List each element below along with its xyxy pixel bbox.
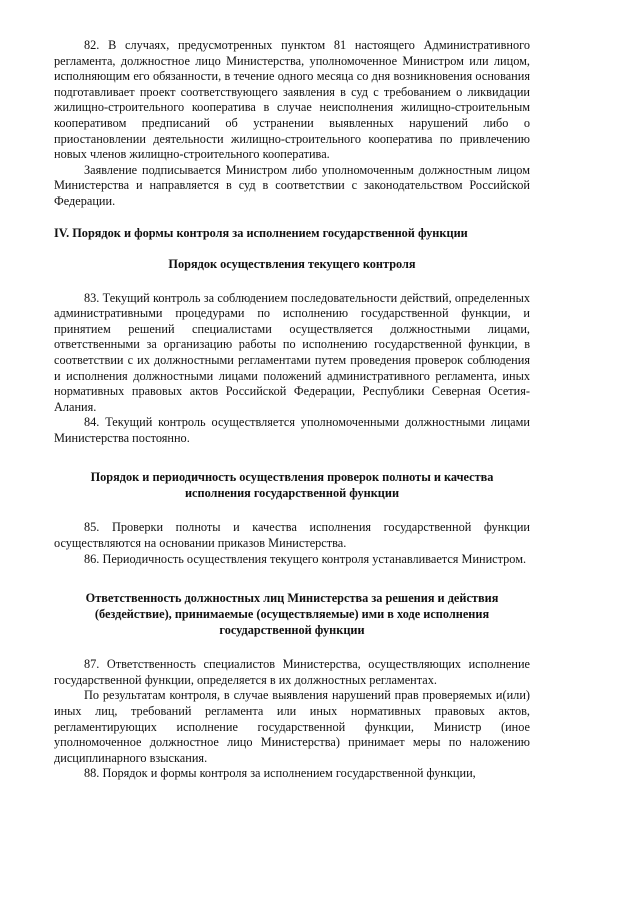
paragraph-83: 83. Текущий контроль за соблюдением последовательности действий, определенных административными процедурами по исполнению государственной функции, и принятием решений специалистами осуществляется должностными лицами, ответственными за организацию работы по исполнению государственной функции, в соответствии с их должностными регламентами путем проведения проверок соблюдения и исполнения должностными лицами положений административного регламента, иных нормативных правовых актов Российской Федерации, Республики Северная Осетия-Алания. [54, 290, 530, 414]
section-4-title: IV. Порядок и формы контроля за исполнением государственной функции [54, 225, 468, 240]
subsection-inspections-title-line-1: Порядок и периодичность осуществления проверок полноты и качества [90, 470, 494, 485]
document-page [54, 38, 530, 782]
paragraph-85: 85. Проверки полноты и качества исполнения государственной функции осуществляются на основании приказов Министерства. [54, 520, 530, 551]
paragraph-84: 84. Текущий контроль осуществляется уполномоченными должностными лицами Министерства постоянно. [54, 415, 530, 445]
subsection-inspections-title-line-2: исполнения государственной функции [184, 486, 400, 501]
paragraph-87: 87. Ответственность специалистов Министерства, осуществляющих исполнение государственной функции, определяется в их должностных регламентах. [54, 657, 530, 687]
paragraph-88: 88. Порядок и формы контроля за исполнением государственной функции, [84, 766, 476, 781]
paragraph-87-measures: По результатам контроля, в случае выявления нарушений прав проверяемых и(или) иных лиц, требований регламента или иных нормативных правовых актов, регламентирующих исполнение государственной функции, Министр (иное уполномоченное должностное лицо Министерства) принимает меры по наложению дисциплинарного взыскания. [54, 688, 530, 765]
subsection-responsibility-title-line-1: Ответственность должностных лиц Министерства за решения и действия [85, 591, 499, 606]
subsection-current-control-title: Порядок осуществления текущего контроля [168, 256, 416, 271]
subsection-responsibility-title-line-3: государственной функции [219, 623, 365, 638]
paragraph-82-statement: Заявление подписывается Министром либо уполномоченным должностным лицом Министерства и направляется в суд в соответствии с законодательством Российской Федерации. [54, 162, 530, 208]
subsection-responsibility-title-line-2: (бездействие), принимаемые (осуществляемые) ими в ходе исполнения [94, 607, 490, 622]
paragraph-82: 82. В случаях, предусмотренных пунктом 81 настоящего Административного регламента, должностное лицо Министерства, уполномоченное Министром или лицом, исполняющим его обязанности, в течение одного месяца со дня возникновения основания подготавливает проект соответствующего заявления в суд с требованием о ликвидации жилищно-строительного кооператива в случае неисполнения жилищно-строительным кооперативом предписаний об устранении выявленных нарушений либо о приостановлении деятельности жилищно-строительного кооператива по привлечению новых членов жилищно-строительного кооператива. [54, 38, 530, 162]
paragraph-86: 86. Периодичность осуществления текущего контроля устанавливается Министром. [84, 551, 527, 566]
